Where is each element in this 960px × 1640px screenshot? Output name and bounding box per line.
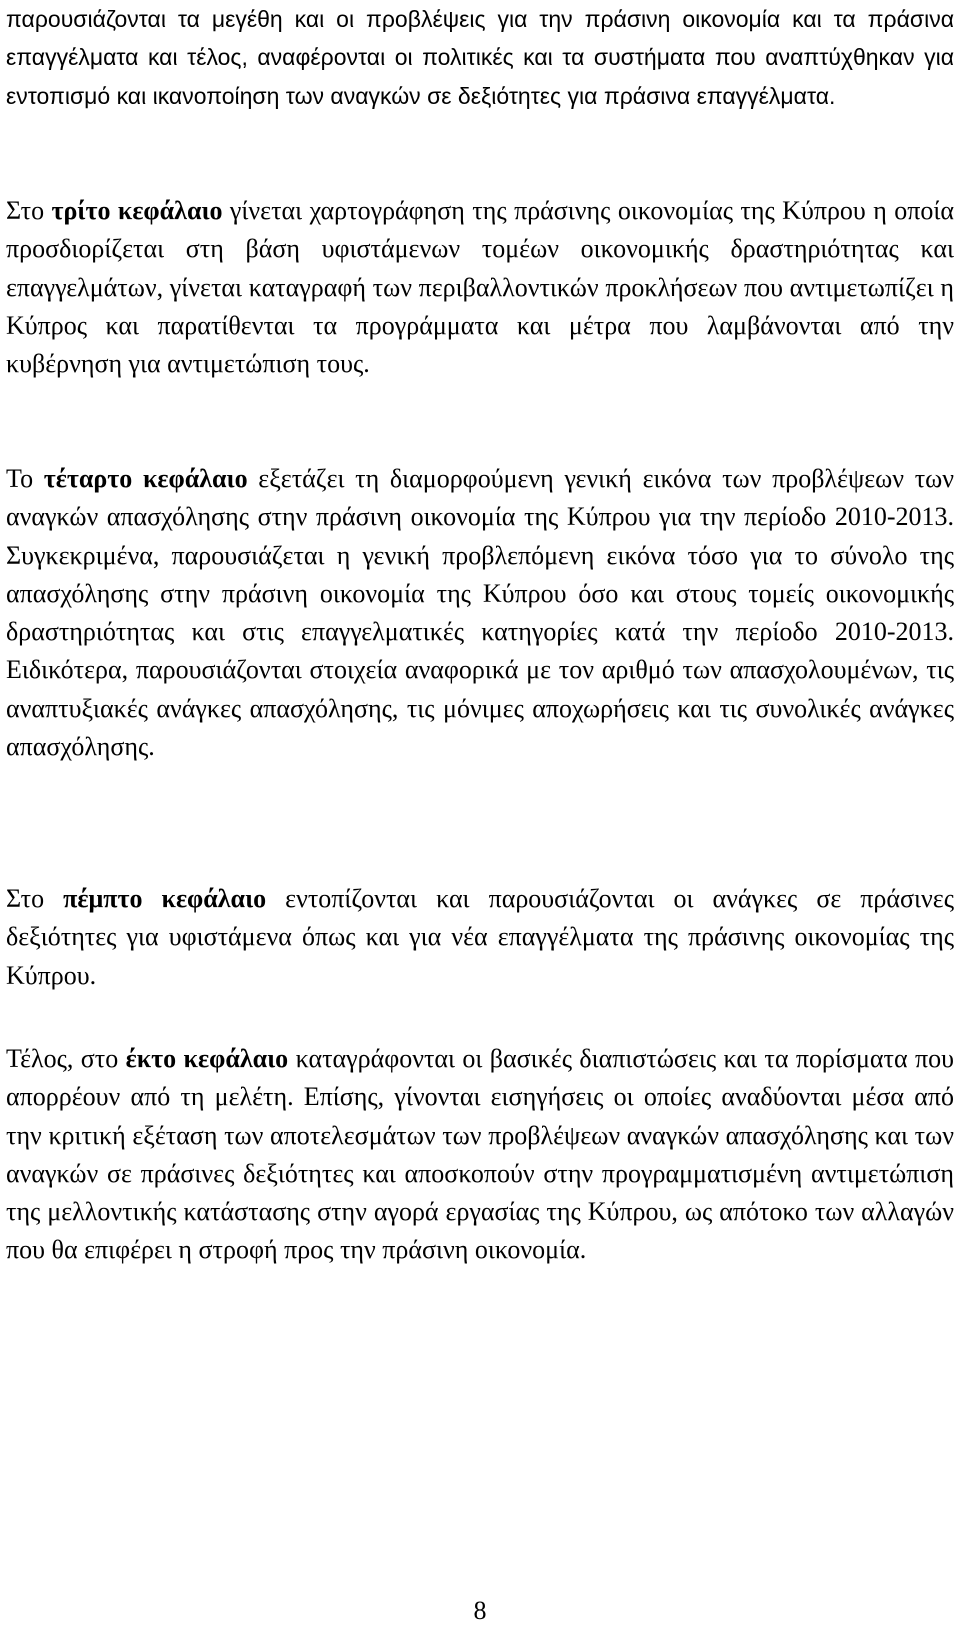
- paragraph-body-text: εξετάζει τη διαμορφούμενη γενική εικόνα των προβλέψεων των αναγκών απασχόλησης στην πράσινη οικονομία της Κύπρου για την περίοδο 2010-2013. Συγκεκριμένα, παρουσιάζεται η γενική προβλεπόμενη εικόνα τόσο για το σύνολο της απασχόλησης στην πράσινη οικονομία της Κύπρου όσο και στους τομείς οικονομικής δραστηριότητας και στις επαγγελματικές κατηγορίες κατά την περίοδο 2010-2013. Ειδικότερα, παρουσιάζονται στοιχεία αναφορικά με τον αριθμό των απασχολουμένων, τις αναπτυξιακές ανάγκες απασχόλησης, τις μόνιμες αποχωρήσεις και τις συνολικές ανάγκες απασχόλησης.: [6, 464, 955, 762]
- chapter-three-heading: τρίτο κεφάλαιο: [51, 196, 223, 225]
- chapter-four-heading: τέταρτο κεφάλαιο: [43, 464, 248, 493]
- paragraph-body-text: γίνεται χαρτογράφηση της πράσινης οικονομίας της Κύπρου η οποία προσδιορίζεται στη βάση υφιστάμενων τομέων οικονομικής δραστηριότητας και επαγγελμάτων, γίνεται καταγραφή των περιβαλλοντικών προκλήσεων που αντιμετωπίζει η Κύπρος και παρατίθενται τα προγράμματα και μέτρα που λαμβάνονται από την κυβέρνηση για αντιμετώπιση τους.: [6, 196, 954, 379]
- paragraph-lead-text: Στο: [6, 884, 64, 913]
- paragraph-chapter-six: [6, 1040, 954, 1270]
- paragraph-body-text: εντοπίζονται και παρουσιάζονται οι ανάγκες σε πράσινες δεξιότητες για υφιστάμενα όπως και για νέα επαγγέλματα της πράσινης οικονομίας της Κύπρου.: [6, 884, 954, 990]
- chapter-six-heading: έκτο κεφάλαιο: [125, 1044, 289, 1073]
- paragraph-intro-continuation: παρουσιάζονται τα μεγέθη και οι προβλέψεις για την πράσινη οικονομία και τα πράσινα επαγγέλματα και τέλος, αναφέρονται οι πολιτικές και τα συστήματα που αναπτύχθηκαν για εντοπισμό και ικανοποίηση των αναγκών σε δεξιότητες για πράσινα επαγγέλματα.: [6, 6, 954, 109]
- paragraph-chapter-three: [6, 192, 954, 383]
- chapter-five-heading: πέμπτο κεφάλαιο: [63, 884, 267, 913]
- paragraph-lead-text: Στο: [6, 196, 52, 225]
- paragraph-lead-text: Το: [6, 464, 44, 493]
- paragraph-chapter-four: [6, 460, 954, 766]
- page-number: 8: [473, 1596, 487, 1625]
- paragraph-body-text: καταγράφονται οι βασικές διαπιστώσεις και τα πορίσματα που απορρέουν από τη μελέτη. Επίσης, γίνονται εισηγήσεις οι οποίες αναδύονται μέσα από την κριτική εξέταση των αποτελεσμάτων των προβλέψεων αναγκών απασχόλησης και των αναγκών σε πράσινες δεξιότητες και αποσκοπούν στην προγραμματισμένη αντιμετώπιση της μελλοντικής κατάστασης στην αγορά εργασίας της Κύπρου, ως απότοκο των αλλαγών που θα επιφέρει η στροφή προς την πράσινη οικονομία.: [6, 1044, 954, 1265]
- paragraph-lead-text: Τέλος, στο: [6, 1044, 126, 1073]
- paragraph-chapter-five: [6, 880, 954, 995]
